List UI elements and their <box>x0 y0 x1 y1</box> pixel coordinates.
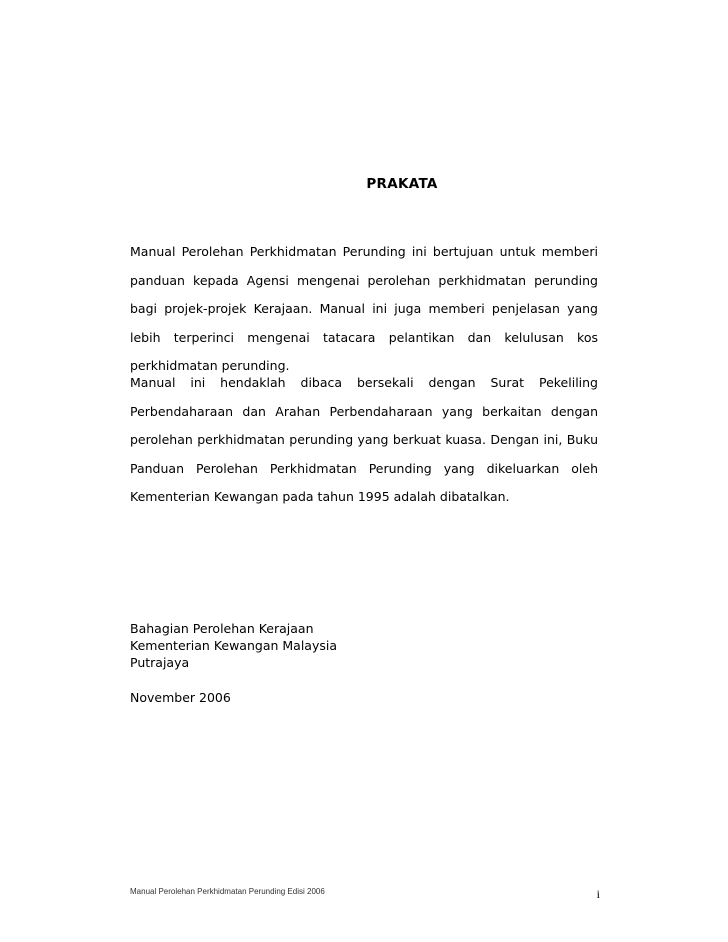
signature-ministry: Kementerian Kewangan Malaysia <box>130 638 337 653</box>
page-title-text: PRAKATA <box>366 176 438 192</box>
page-title <box>0 176 728 192</box>
paragraph-intro: Manual Perolehan Perkhidmatan Perunding ini bertujuan untuk memberi panduan kepada Agensi mengenai perolehan perkhidmatan perunding bagi projek-projek Kerajaan. Manual ini juga memberi penjelasan yang lebih terperinci mengenai tatacara pelantikan dan kelulusan kos perkhidmatan perunding. <box>130 244 598 374</box>
page-footer <box>130 887 600 901</box>
page-number: i <box>596 887 600 901</box>
footer-title: Manual Perolehan Perkhidmatan Perunding Edisi 2006 <box>130 887 325 896</box>
paragraph-reference: Manual ini hendaklah dibaca bersekali dengan Surat Pekeliling Perbendaharaan dan Arahan Perbendaharaan yang berkaitan dengan perolehan perkhidmatan perunding yang berkuat kuasa. Dengan ini, Buku Panduan Perolehan Perkhidmatan Perunding yang dikeluarkan oleh Kementerian Kewangan pada tahun 1995 adalah dibatalkan. <box>130 375 598 505</box>
signature-division: Bahagian Perolehan Kerajaan <box>130 621 314 636</box>
document-date: November 2006 <box>130 690 231 705</box>
signature-location: Putrajaya <box>130 655 190 670</box>
signature-block <box>130 620 337 671</box>
